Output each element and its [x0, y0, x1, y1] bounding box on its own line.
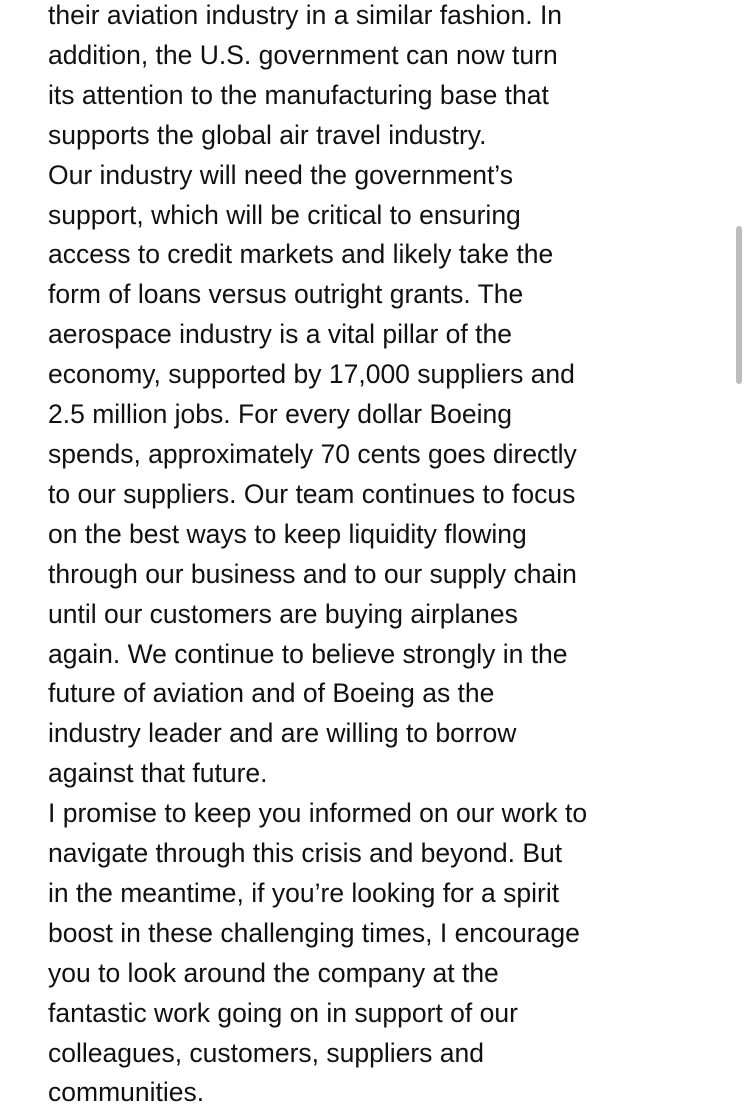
text-line: against that future.	[48, 758, 268, 789]
text-line: its attention to the manufacturing base that	[48, 79, 549, 110]
text-line: 2.5 million jobs. For every dollar Boeing	[48, 399, 512, 430]
document-text	[48, 0, 728, 1113]
text-line: fantastic work going on in support of our	[48, 997, 518, 1028]
text-line: boost in these challenging times, I encourage	[48, 917, 580, 948]
text-line: on the best ways to keep liquidity flowing	[48, 518, 527, 549]
text-line: their aviation industry in a similar fashion. In	[48, 0, 563, 30]
text-line: again. We continue to believe strongly in the	[48, 638, 568, 669]
text-line: until our customers are buying airplanes	[48, 598, 518, 629]
text-line: in the meantime, if you’re looking for a spirit	[48, 877, 560, 908]
text-line: Our industry will need the government’s	[48, 159, 513, 190]
text-line: navigate through this crisis and beyond. But	[48, 838, 563, 869]
text-line: you to look around the company at the	[48, 957, 499, 988]
text-line: to our suppliers. Our team continues to focus	[48, 478, 576, 509]
text-line: through our business and to our supply chain	[48, 558, 577, 589]
text-line: future of aviation and of Boeing as the	[48, 678, 495, 709]
text-line: addition, the U.S. government can now turn	[48, 39, 558, 70]
text-line: spends, approximately 70 cents goes directly	[48, 438, 577, 469]
text-line: economy, supported by 17,000 suppliers and	[48, 359, 575, 390]
text-line: industry leader and are willing to borrow	[48, 718, 517, 749]
scrollbar-thumb[interactable]	[736, 226, 742, 384]
text-line: access to credit markets and likely take the	[48, 239, 554, 270]
text-line: form of loans versus outright grants. The	[48, 279, 524, 310]
text-line: communities.	[48, 1077, 205, 1108]
text-line: colleagues, customers, suppliers and	[48, 1037, 485, 1068]
text-line: support, which will be critical to ensuring	[48, 199, 521, 230]
text-line: I promise to keep you informed on our work to	[48, 798, 588, 829]
text-line: supports the global air travel industry.	[48, 119, 487, 150]
text-line: aerospace industry is a vital pillar of the	[48, 319, 512, 350]
